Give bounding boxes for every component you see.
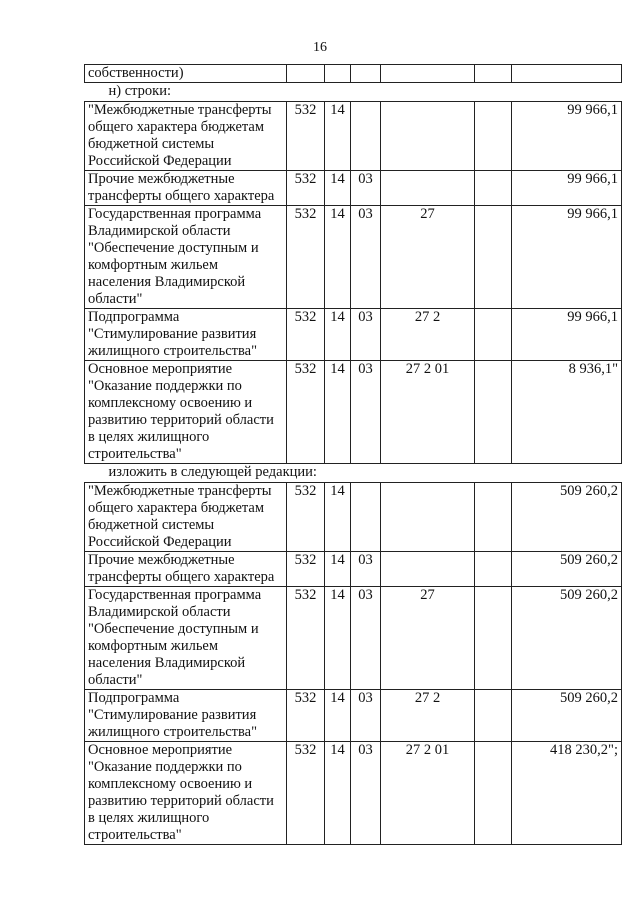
cell-amount: 509 260,2 xyxy=(512,483,622,552)
row-name: Основное мероприятие "Оказание поддержки по комплексному освоению и развитию территорий области в целях жилищного строительства" xyxy=(85,742,287,845)
cell-amount: 99 966,1 xyxy=(512,309,622,361)
row-name: "Межбюджетные трансферты общего характера бюджетам бюджетной системы Российской Федерации xyxy=(85,102,287,171)
cell-amount: 99 966,1 xyxy=(512,206,622,309)
section-intro-old xyxy=(85,83,622,102)
cell-rz: 14 xyxy=(325,361,351,464)
cell-rz: 14 xyxy=(325,102,351,171)
table-row xyxy=(85,587,622,690)
row-name: Прочие межбюджетные трансферты общего характера xyxy=(85,171,287,206)
cell-amount: 99 966,1 xyxy=(512,102,622,171)
cell-csr xyxy=(381,102,475,171)
cell-pr xyxy=(351,65,381,83)
cell-rz: 14 xyxy=(325,552,351,587)
cell-rz: 14 xyxy=(325,171,351,206)
cell-gl: 532 xyxy=(287,171,325,206)
page-number: 16 xyxy=(313,40,327,55)
row-name: Подпрограмма "Стимулирование развития жилищного строительства" xyxy=(85,309,287,361)
cell-gl: 532 xyxy=(287,361,325,464)
table-row xyxy=(85,206,622,309)
cell-rz: 14 xyxy=(325,742,351,845)
cell-amount: 509 260,2 xyxy=(512,587,622,690)
table-row xyxy=(85,361,622,464)
cell-gl: 532 xyxy=(287,552,325,587)
cell-vr xyxy=(475,65,512,83)
cell-gl: 532 xyxy=(287,102,325,171)
cell-amount: 99 966,1 xyxy=(512,171,622,206)
budget-table xyxy=(84,64,622,845)
cell-vr xyxy=(475,587,512,690)
cell-rz: 14 xyxy=(325,483,351,552)
cell-pr xyxy=(351,483,381,552)
table-row xyxy=(85,102,622,171)
cell-pr: 03 xyxy=(351,309,381,361)
row-name: "Межбюджетные трансферты общего характера бюджетам бюджетной системы Российской Федерации xyxy=(85,483,287,552)
cell-gl: 532 xyxy=(287,309,325,361)
cell-vr xyxy=(475,483,512,552)
cell-rz xyxy=(325,65,351,83)
cell-csr xyxy=(381,171,475,206)
cell-vr xyxy=(475,206,512,309)
cell-amount: 509 260,2 xyxy=(512,690,622,742)
cell-csr: 27 2 xyxy=(381,309,475,361)
cell-csr: 27 2 xyxy=(381,690,475,742)
cell-amount: 8 936,1" xyxy=(512,361,622,464)
cell-csr xyxy=(381,65,475,83)
row-name: Государственная программа Владимирской области "Обеспечение доступным и комфортным жильем населения Владимирской области" xyxy=(85,587,287,690)
cell-gl: 532 xyxy=(287,206,325,309)
cell-rz: 14 xyxy=(325,309,351,361)
row-name: Подпрограмма "Стимулирование развития жилищного строительства" xyxy=(85,690,287,742)
cell-gl: 532 xyxy=(287,742,325,845)
cell-pr: 03 xyxy=(351,690,381,742)
cell-amount xyxy=(512,65,622,83)
cell-amount: 509 260,2 xyxy=(512,552,622,587)
cell-vr xyxy=(475,742,512,845)
cell-rz: 14 xyxy=(325,206,351,309)
table-row xyxy=(85,742,622,845)
cell-amount: 418 230,2"; xyxy=(512,742,622,845)
cell-vr xyxy=(475,171,512,206)
cell-vr xyxy=(475,552,512,587)
row-name: собственности) xyxy=(85,65,287,83)
cell-gl xyxy=(287,65,325,83)
cell-gl: 532 xyxy=(287,587,325,690)
row-name: Основное мероприятие "Оказание поддержки по комплексному освоению и развитию территорий области в целях жилищного строительства" xyxy=(85,361,287,464)
cell-csr xyxy=(381,552,475,587)
table-row xyxy=(85,171,622,206)
cell-rz: 14 xyxy=(325,587,351,690)
cell-pr: 03 xyxy=(351,742,381,845)
cell-csr xyxy=(381,483,475,552)
table-row xyxy=(85,552,622,587)
table-row xyxy=(85,309,622,361)
section-intro-new xyxy=(85,464,622,483)
row-name: Государственная программа Владимирской области "Обеспечение доступным и комфортным жильем населения Владимирской области" xyxy=(85,206,287,309)
cell-gl: 532 xyxy=(287,690,325,742)
cell-pr xyxy=(351,102,381,171)
intro-text: н) строки: xyxy=(85,83,622,102)
cell-vr xyxy=(475,361,512,464)
cell-csr: 27 2 01 xyxy=(381,361,475,464)
cell-pr: 03 xyxy=(351,206,381,309)
cell-pr: 03 xyxy=(351,587,381,690)
cell-pr: 03 xyxy=(351,361,381,464)
cell-csr: 27 xyxy=(381,206,475,309)
table-row xyxy=(85,690,622,742)
cell-gl: 532 xyxy=(287,483,325,552)
cell-csr: 27 xyxy=(381,587,475,690)
cell-vr xyxy=(475,102,512,171)
intro-text: изложить в следующей редакции: xyxy=(85,464,622,483)
cell-vr xyxy=(475,690,512,742)
cell-rz: 14 xyxy=(325,690,351,742)
cell-csr: 27 2 01 xyxy=(381,742,475,845)
cell-pr: 03 xyxy=(351,171,381,206)
table-row xyxy=(85,65,622,83)
cell-pr: 03 xyxy=(351,552,381,587)
table-row xyxy=(85,483,622,552)
row-name: Прочие межбюджетные трансферты общего характера xyxy=(85,552,287,587)
cell-vr xyxy=(475,309,512,361)
